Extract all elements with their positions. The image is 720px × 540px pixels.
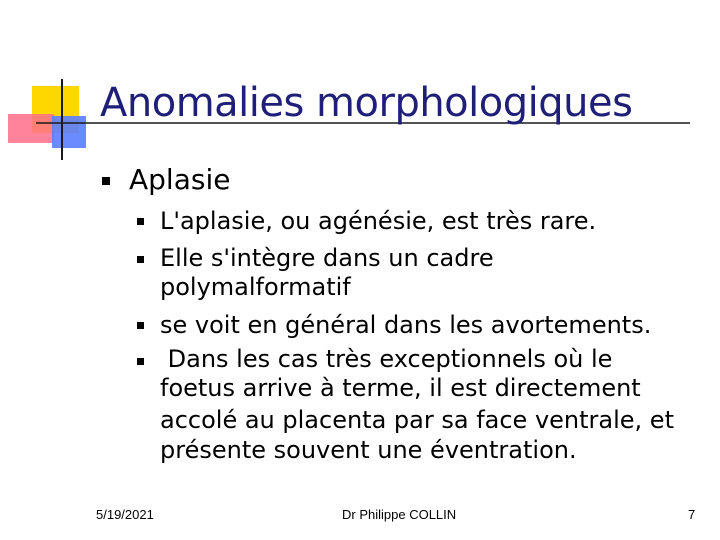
- logo-blue-square: [52, 116, 86, 148]
- sub-bullet-marker: [137, 256, 144, 263]
- sub-bullet-marker: [137, 322, 144, 329]
- footer-author: Dr Philippe COLLIN: [342, 507, 457, 522]
- slide-title: Anomalies morphologiques: [100, 80, 633, 126]
- sub-bullet-3-line-1: se voit en général dans les avortements.: [160, 311, 652, 339]
- sub-bullet-2-line-2: polymalformatif: [160, 273, 351, 301]
- sub-bullet-4-line-1: Dans les cas très exceptionnels où le: [160, 345, 613, 373]
- sub-bullet-4-line-2: foetus arrive à terme, il est directement: [160, 374, 641, 402]
- footer-page-number: 7: [688, 507, 696, 522]
- sub-bullet-4-line-4: présente souvent une éventration.: [160, 436, 577, 464]
- sub-bullet-1-line-1: L'aplasie, ou agénésie, est très rare.: [160, 207, 597, 235]
- footer-date: 5/19/2021: [96, 507, 154, 522]
- sub-bullet-marker: [137, 218, 144, 225]
- logo-pink-square: [8, 114, 54, 143]
- sub-bullet-2-line-1: Elle s'intègre dans un cadre: [160, 244, 494, 272]
- sub-bullet-marker: [137, 358, 144, 365]
- main-bullet-text: Aplasie: [129, 163, 231, 196]
- bullet-marker: [102, 177, 110, 185]
- sub-bullet-4-line-3: accolé au placenta par sa face ventrale, et: [160, 406, 674, 434]
